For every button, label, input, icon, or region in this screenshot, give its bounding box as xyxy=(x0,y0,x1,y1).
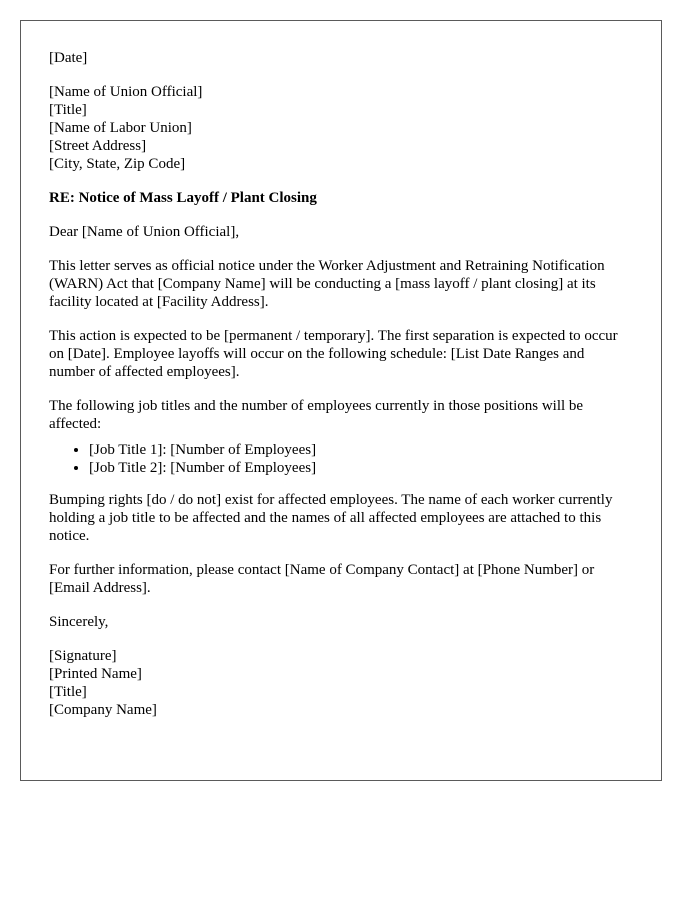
recipient-address-block xyxy=(49,83,633,173)
paragraph-job-titles-intro: The following job titles and the number of employees currently in those positions will be affected: xyxy=(49,398,584,432)
letter-salutation: Dear [Name of Union Official], xyxy=(49,224,240,240)
paragraph-contact: For further information, please contact [Name of Company Contact] at [Phone Number] or [Email Address]. xyxy=(49,562,595,596)
letter-document xyxy=(20,20,662,781)
recipient-street: [Street Address] xyxy=(49,138,147,154)
job-title-list xyxy=(49,441,633,477)
letter-date-block xyxy=(49,49,633,67)
paragraph-bumping-rights: Bumping rights [do / do not] exist for affected employees. The name of each worker currently holding a job title to be affected and the names of all affected employees are attached to this notice. xyxy=(49,492,613,544)
signer-title: [Title] xyxy=(49,684,87,700)
paragraph-notice: This letter serves as official notice under the Worker Adjustment and Retraining Notification (WARN) Act that [Company Name] will be conducting a [mass layoff / plant closing] at its facility located at [Facility Address]. xyxy=(49,258,605,310)
letter-date: [Date] xyxy=(49,50,88,66)
recipient-title: [Title] xyxy=(49,102,87,118)
paragraph-schedule: This action is expected to be [permanent / temporary]. The first separation is expected to occur on [Date]. Employee layoffs will occur on the following schedule: [List Date Ranges and number of affected employees]. xyxy=(49,328,618,380)
printed-name: [Printed Name] xyxy=(49,666,142,682)
list-item: • [Job Title 1]: [Number of Employees] xyxy=(89,441,633,459)
list-item: • [Job Title 2]: [Number of Employees] xyxy=(89,459,633,477)
signature-block xyxy=(49,647,633,719)
recipient-union: [Name of Labor Union] xyxy=(49,120,192,136)
recipient-name: [Name of Union Official] xyxy=(49,84,203,100)
letter-subject: RE: Notice of Mass Layoff / Plant Closing xyxy=(49,190,317,206)
letter-closing: Sincerely, xyxy=(49,614,109,630)
signature-line: [Signature] xyxy=(49,648,117,664)
signer-company: [Company Name] xyxy=(49,702,157,718)
recipient-city-state-zip: [City, State, Zip Code] xyxy=(49,156,186,172)
